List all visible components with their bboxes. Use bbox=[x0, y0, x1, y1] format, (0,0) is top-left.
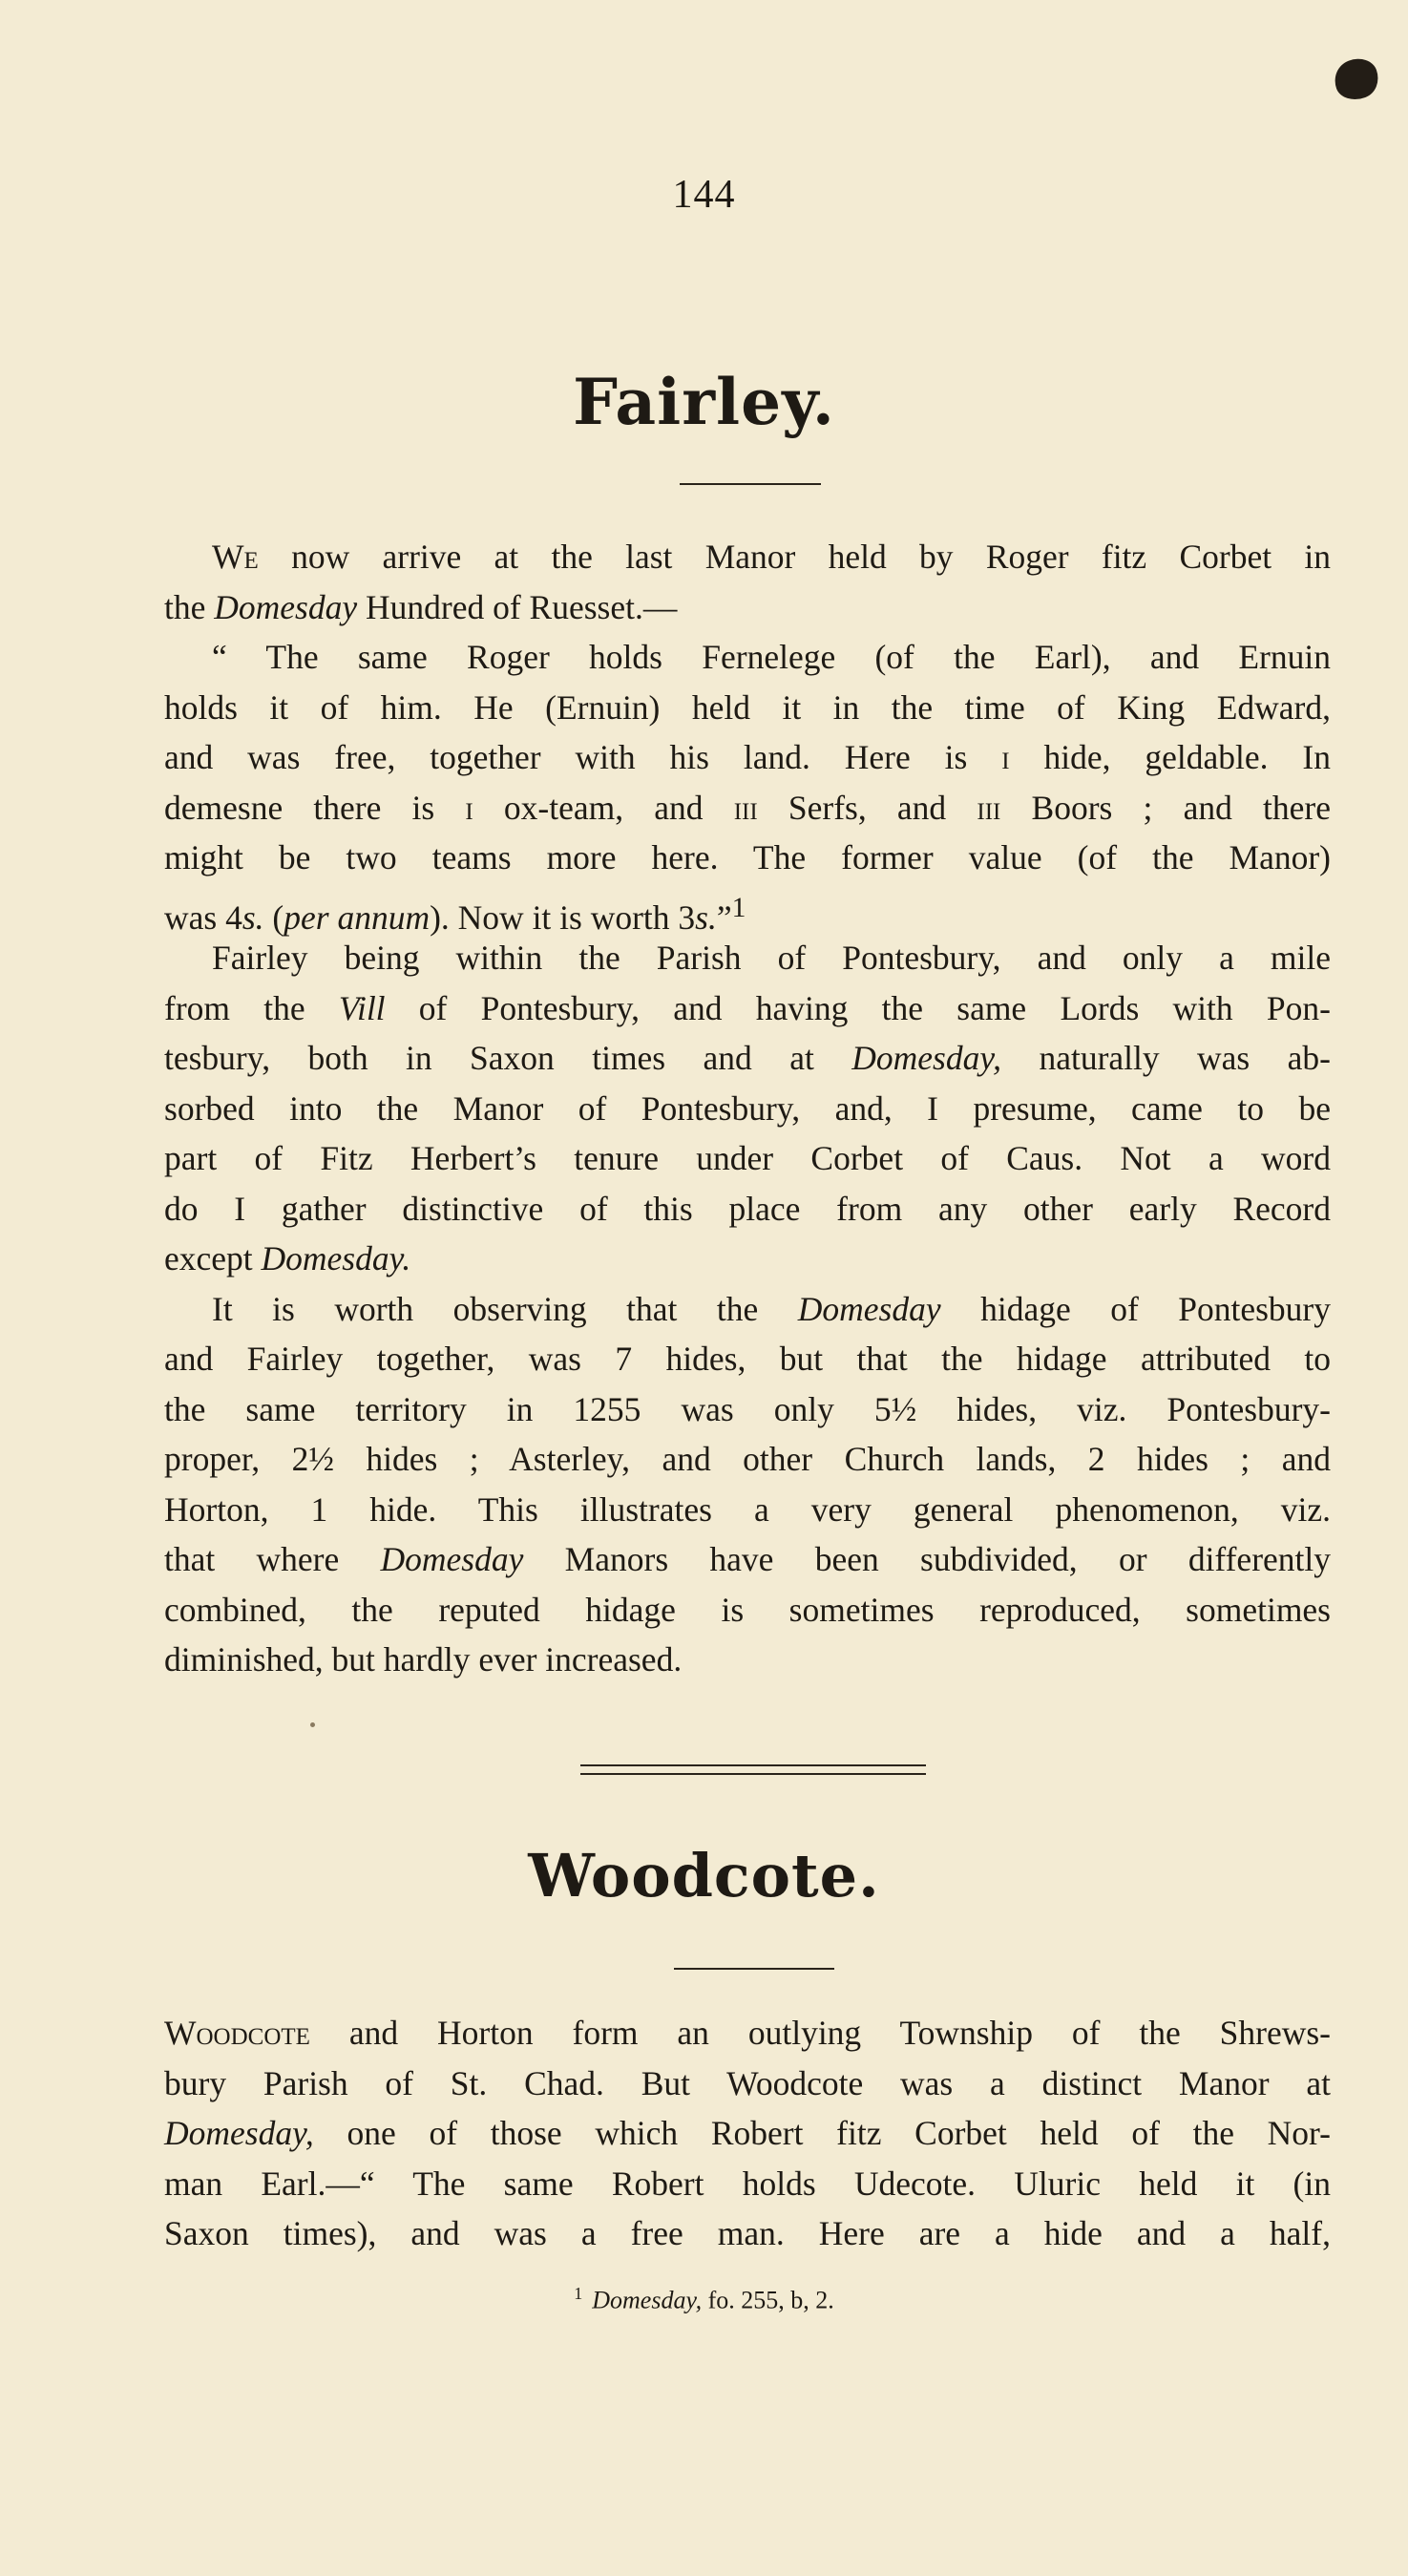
text-run: We bbox=[212, 538, 259, 576]
text-run: proper, 2½ hides ; Asterley, and other Church lands, 2 hides ; and bbox=[164, 1440, 1331, 1478]
text-run: from the bbox=[164, 988, 339, 1027]
text-run: iii bbox=[733, 788, 758, 827]
text-run: of Pontesbury, and having the same Lords with Pon- bbox=[385, 988, 1331, 1027]
text-run: Vill bbox=[338, 988, 386, 1027]
text-run: the bbox=[164, 587, 215, 626]
page-number: 144 bbox=[672, 173, 736, 217]
text-run: that where bbox=[164, 1540, 381, 1578]
section-heading-fairley: Fairley. bbox=[573, 365, 835, 439]
text-line bbox=[164, 532, 1331, 582]
text-line bbox=[164, 1384, 1331, 1435]
text-run: do I gather distinctive of this place from any other early Record bbox=[164, 1189, 1331, 1228]
text-run: now arrive at the last Manor held by Roger fitz Corbet in bbox=[258, 538, 1331, 576]
text-line bbox=[164, 1234, 1331, 1284]
text-line bbox=[164, 1033, 1331, 1084]
text-line bbox=[164, 833, 1331, 883]
heading-rule bbox=[674, 1968, 834, 1970]
text-line bbox=[164, 683, 1331, 733]
text-line bbox=[164, 1184, 1331, 1235]
text-run: i bbox=[465, 788, 473, 827]
footnote-marker: 1 bbox=[574, 2284, 583, 2303]
text-line bbox=[164, 1534, 1331, 1585]
section-heading-woodcote: Woodcote. bbox=[528, 1841, 880, 1911]
footnote-ref: 1 bbox=[731, 892, 746, 923]
text-run: bury Parish of St. Chad. But Woodcote was a distinct Manor at bbox=[164, 2063, 1331, 2102]
text-run: ox-team, and bbox=[473, 788, 734, 827]
text-run: Horton, 1 hide. This illustrates a very general phenomenon, viz. bbox=[164, 1489, 1331, 1529]
text-line bbox=[164, 2208, 1331, 2259]
text-line bbox=[164, 1585, 1331, 1636]
text-run: ). Now it is worth 3 bbox=[430, 897, 696, 937]
text-run: Domesday bbox=[797, 1289, 941, 1328]
text-line bbox=[164, 883, 1331, 937]
text-run: Domesday, bbox=[851, 1039, 1002, 1077]
text-run: was 4 bbox=[164, 897, 242, 937]
text-run: sorbed into the Manor of Pontesbury, and, I presume, came to be bbox=[164, 1088, 1331, 1128]
text-run: Serfs, and bbox=[757, 788, 977, 827]
heading-rule bbox=[680, 483, 821, 485]
text-run: Boors ; and there bbox=[1000, 788, 1331, 827]
footnote bbox=[0, 2284, 1408, 2315]
text-run: Domesday bbox=[380, 1540, 524, 1578]
text-run: Manors have been subdivided, or differently bbox=[523, 1540, 1331, 1578]
text-run: ( bbox=[263, 897, 284, 937]
text-run: “ The same Roger holds Fernelege (of the Earl), and Ernuin bbox=[212, 638, 1331, 676]
text-run: the same territory in 1255 was only 5½ hides, viz. Pontesbury- bbox=[164, 1389, 1331, 1428]
text-run: ” bbox=[716, 897, 732, 937]
text-run: except bbox=[164, 1239, 262, 1277]
section-body-woodcote bbox=[164, 2008, 1331, 2259]
text-run: Domesday bbox=[214, 587, 358, 626]
text-run: hide, geldable. In bbox=[1009, 738, 1331, 776]
text-run: Saxon times), and was a free man. Here are a hide and a half, bbox=[164, 2214, 1331, 2252]
text-line bbox=[164, 1284, 1331, 1335]
text-run: It is worth observing that the bbox=[212, 1289, 798, 1328]
text-run: and Horton form an outlying Township of the Shrews- bbox=[309, 2014, 1331, 2052]
text-run: demesne there is bbox=[164, 788, 466, 827]
text-line bbox=[164, 1635, 1331, 1685]
text-line bbox=[164, 2159, 1331, 2209]
section-divider-top bbox=[580, 1764, 926, 1766]
text-line bbox=[164, 582, 1331, 633]
text-line bbox=[164, 632, 1331, 683]
text-line bbox=[164, 783, 1331, 834]
text-run: might be two teams more here. The former value (of the Manor) bbox=[164, 838, 1331, 876]
text-run: Woodcote bbox=[164, 2014, 310, 2052]
text-line bbox=[164, 933, 1331, 983]
text-run: Hundred of Ruesset.— bbox=[357, 587, 678, 626]
text-run: hidage of Pontesbury bbox=[940, 1289, 1332, 1328]
text-line bbox=[164, 2059, 1331, 2109]
text-run: Domesday. bbox=[261, 1239, 411, 1277]
text-run: s. bbox=[242, 897, 264, 937]
text-line bbox=[164, 1434, 1331, 1485]
footnote-reference: fo. 255, b, 2. bbox=[702, 2286, 834, 2314]
text-run: iii bbox=[977, 788, 1001, 827]
text-run: Fairley being within the Parish of Pontesbury, and only a mile bbox=[212, 939, 1331, 977]
text-run: i bbox=[1001, 738, 1010, 776]
text-line bbox=[164, 983, 1331, 1034]
text-line bbox=[164, 2008, 1331, 2059]
text-run: and was free, together with his land. Here is bbox=[164, 738, 1002, 776]
text-line bbox=[164, 1133, 1331, 1184]
text-line bbox=[164, 732, 1331, 783]
text-run: Domesday, bbox=[164, 2114, 314, 2152]
text-run: man Earl.—“ The same Robert holds Udecote. Uluric held it (in bbox=[164, 2164, 1331, 2203]
stray-mark bbox=[310, 1722, 315, 1727]
ink-blot bbox=[1329, 53, 1384, 105]
text-run: per annum bbox=[284, 897, 431, 937]
text-run: combined, the reputed hidage is sometimes reproduced, sometimes bbox=[164, 1590, 1331, 1629]
text-run: holds it of him. He (Ernuin) held it in the time of King Edward, bbox=[164, 687, 1331, 727]
text-line bbox=[164, 1334, 1331, 1384]
text-line bbox=[164, 1084, 1331, 1134]
text-run: s. bbox=[695, 897, 717, 937]
section-divider-bottom bbox=[580, 1773, 926, 1775]
text-run: naturally was ab- bbox=[1001, 1039, 1331, 1077]
text-run: tesbury, both in Saxon times and at bbox=[164, 1039, 852, 1077]
text-run: diminished, but hardly ever increased. bbox=[164, 1640, 683, 1679]
text-run: one of those which Robert fitz Corbet held of the Nor- bbox=[313, 2114, 1331, 2152]
text-line bbox=[164, 1485, 1331, 1535]
text-run: and Fairley together, was 7 hides, but that the hidage attributed to bbox=[164, 1340, 1331, 1378]
section-body-fairley bbox=[164, 532, 1331, 1685]
text-line bbox=[164, 2108, 1331, 2159]
text-run: part of Fitz Herbert’s tenure under Corbet of Caus. Not a word bbox=[164, 1139, 1331, 1177]
footnote-source: Domesday, bbox=[592, 2286, 703, 2314]
